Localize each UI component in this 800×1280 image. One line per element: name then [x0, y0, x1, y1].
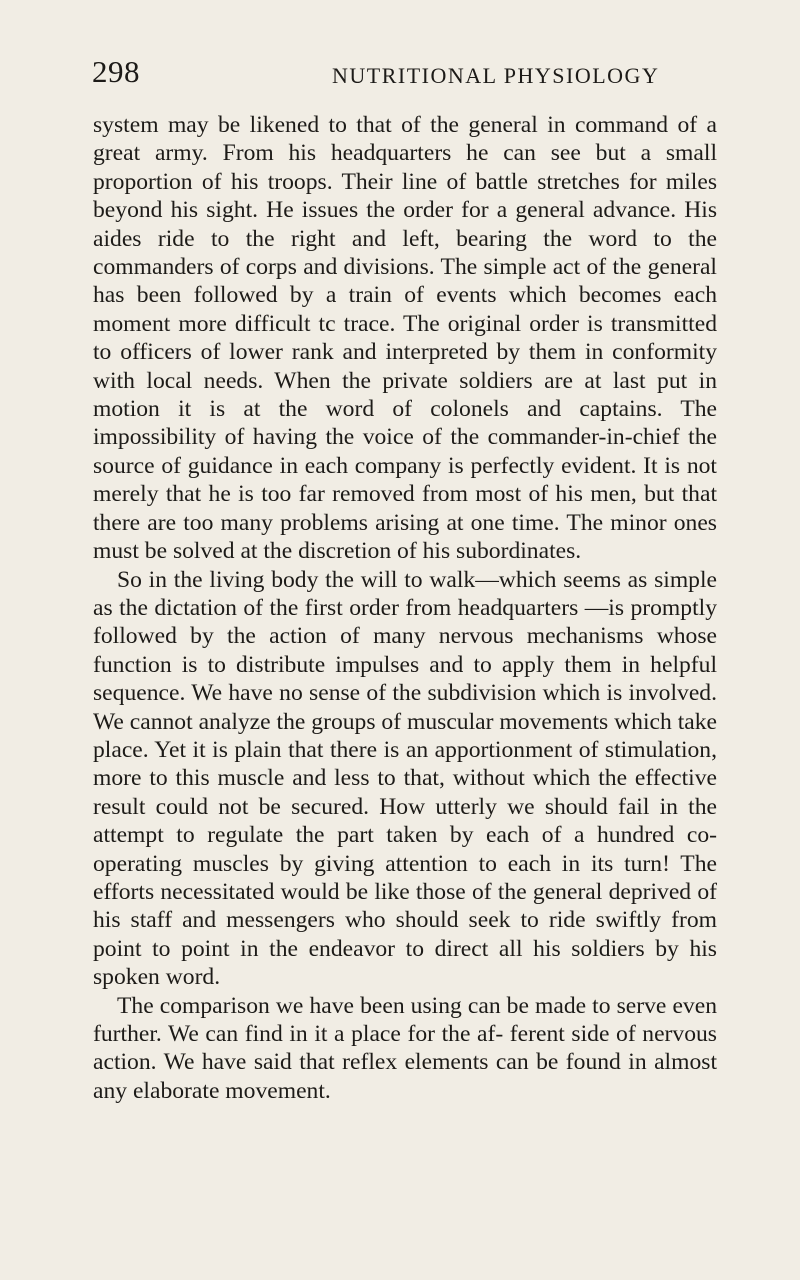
paragraph-continued: system may be likened to that of the general in command of a great army. From his headquarters he can see but a small proportion of his troops. Their line of battle stretches for miles beyond his sight. He issues the order for a general advance. His aides ride to the right and left, bearing the word to the commanders of corps and divisions. The simple act of the general has been followed by a train of events which becomes each moment more difficult tc trace. The original order is transmitted to officers of lower rank and interpreted by them in conformity with local needs. When the private soldiers are at last put in motion it is at the word of colonels and captains. The impossibility of having the voice of the commander-in-chief the source of guidance in each company is perfectly evident. It is not merely that he is too far removed from most of his men, but that there are too many problems arising at one time. The minor ones must be solved at the discretion of his subordinates. — [93, 112, 717, 565]
running-title: NUTRITIONAL PHYSIOLOGY — [332, 63, 660, 88]
running-head — [0, 52, 800, 92]
page-number: 298 — [92, 54, 140, 89]
paragraph-living-body: So in the living body the will to walk—which seems as simple as the dictation of the first order from headquarters —is promptly followed by the action of many nervous mechanisms whose function is to distribute impulses and to apply them in helpful sequence. We have no sense of the subdivision which is involved. We cannot analyze the groups of muscular movements which take place. Yet it is plain that there is an apportionment of stimulation, more to this muscle and less to that, without which the effective result could not be secured. How utterly we should fail in the attempt to regulate the part taken by each of a hundred co-operating muscles by giving attention to each in its turn! The efforts necessitated would be like those of the general deprived of his staff and messengers who should seek to ride swiftly from point to point in the endeavor to direct all his soldiers by his spoken word. — [93, 566, 717, 991]
paragraph-comparison: The comparison we have been using can be made to serve even further. We can find in it a place for the af- ferent side of nervous action. We have said that reflex elements can be found in almost any elaborate movement. — [93, 992, 717, 1104]
body-text — [93, 111, 717, 1105]
